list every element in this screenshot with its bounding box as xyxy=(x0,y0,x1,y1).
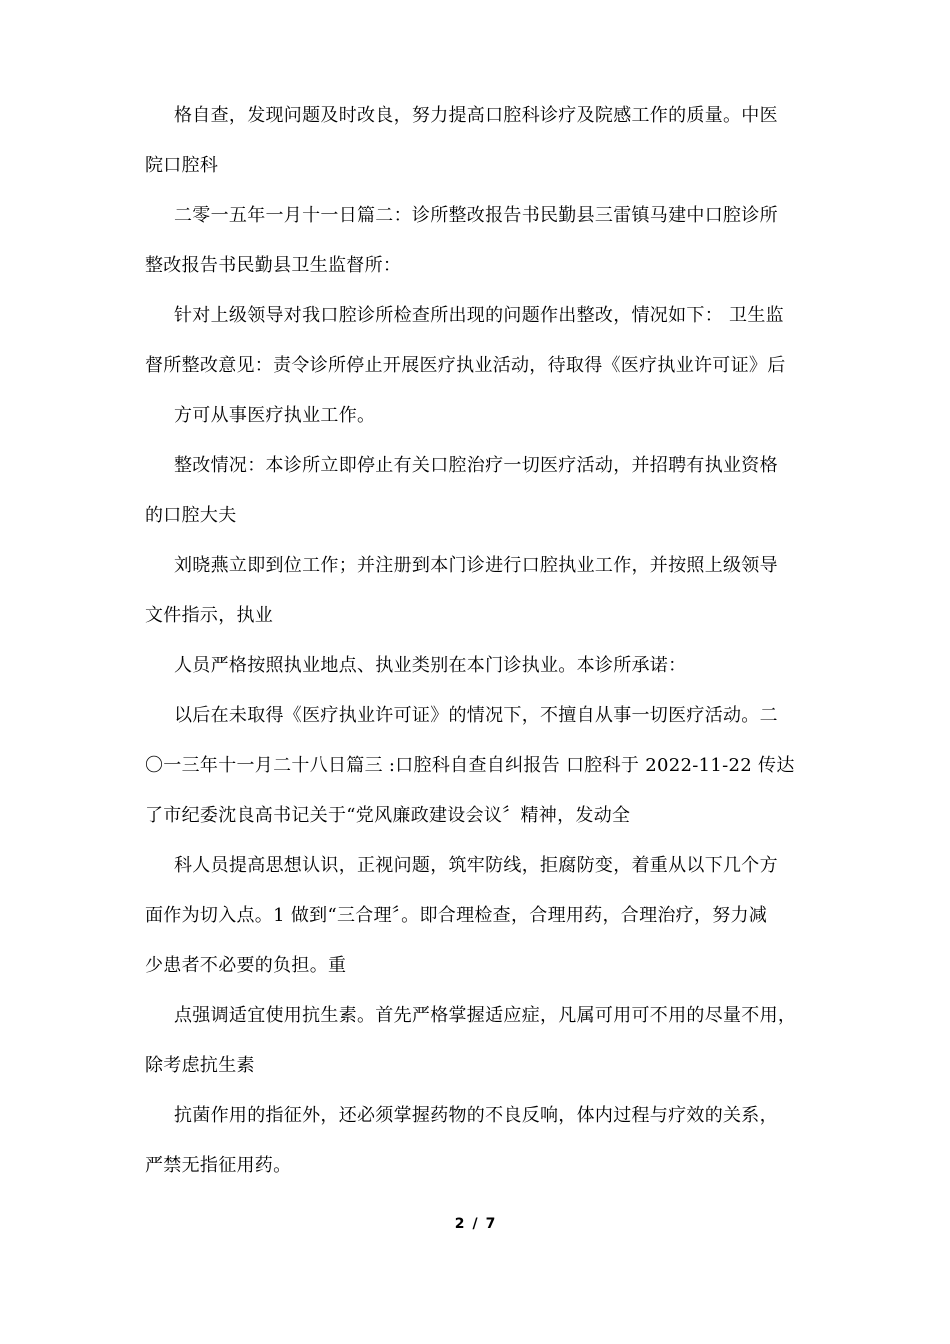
text-line: 抗菌作用的指征外，还必须掌握药物的不良反响，体内过程与疗效的关系， xyxy=(174,1105,778,1126)
text-line: 面作为切入点。1 做到“三合理〞。即合理检查，合理用药，合理治疗，努力减 xyxy=(145,905,768,926)
page-separator: / xyxy=(472,1216,478,1232)
text-line: 整改情况：本诊所立即停止有关口腔治疗一切医疗活动，并招聘有执业资格 xyxy=(174,455,778,476)
text-line: 刘晓燕立即到位工作；并注册到本门诊进行口腔执业工作，并按照上级领导 xyxy=(174,555,778,576)
text-line: 人员严格按照执业地点、执业类别在本门诊执业。本诊所承诺： xyxy=(174,655,687,676)
document-body xyxy=(145,104,820,1178)
text-line: 了市纪委沈良高书记关于“党风廉政建设会议〞精神，发动全 xyxy=(145,805,631,826)
text-line: 二零一五年一月十一日篇二：诊所整改报告书民勤县三雷镇马建中口腔诊所 xyxy=(174,205,778,226)
current-page-number: 2 xyxy=(454,1216,465,1232)
text-line: 督所整改意见：责令诊所停止开展医疗执业活动，待取得《医疗执业许可证》后 xyxy=(145,355,786,376)
text-line: 的口腔大夫 xyxy=(145,505,237,526)
text-line: 方可从事医疗执业工作。 xyxy=(174,405,376,426)
text-line: 格自查，发现问题及时改良，努力提高口腔科诊疗及院感工作的质量。中医 xyxy=(174,105,778,126)
text-line: 文件指示，执业 xyxy=(145,605,274,626)
total-pages-number: 7 xyxy=(485,1216,496,1232)
text-line: 整改报告书民勤县卫生监督所： xyxy=(145,255,402,276)
text-line: 针对上级领导对我口腔诊所检查所出现的问题作出整改，情况如下： 卫生监 xyxy=(174,305,784,326)
text-line: 〇一三年十一月二十八日篇三 :口腔科自查自纠报告 口腔科于 2022-11-22 传达 xyxy=(145,755,795,776)
text-line: 除考虑抗生素 xyxy=(145,1055,255,1076)
text-line: 点强调适宜使用抗生素。首先严格掌握适应症，凡属可用可不用的尽量不用， xyxy=(174,1005,797,1026)
text-line: 少患者不必要的负担。重 xyxy=(145,955,347,976)
text-line: 以后在未取得《医疗执业许可证》的情况下，不擅自从事一切医疗活动。二 xyxy=(174,705,778,726)
text-line: 严禁无指征用药。 xyxy=(145,1155,292,1176)
text-line: 科人员提高思想认识，正视问题，筑牢防线，拒腐防变，着重从以下几个方 xyxy=(174,855,778,876)
text-line: 院口腔科 xyxy=(145,155,219,176)
page-number xyxy=(0,1215,950,1233)
